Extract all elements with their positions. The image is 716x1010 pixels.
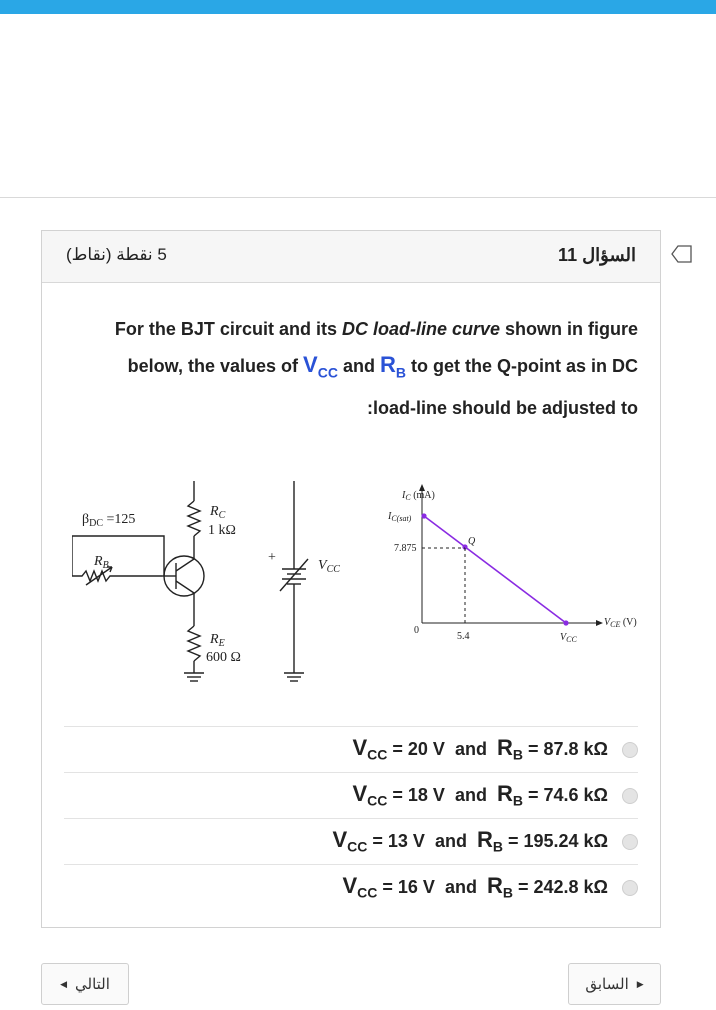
radio-button[interactable] [622, 834, 638, 850]
question-line-1: For the BJT circuit and its DC load-line curve shown in figure [114, 319, 638, 339]
ic-q-value: 7.875 [394, 543, 417, 554]
radio-button[interactable] [622, 880, 638, 896]
rb-label: $R_B$ [94, 554, 109, 571]
question-number: السؤال 11 [558, 245, 636, 265]
answer-options [64, 726, 638, 910]
circuit-labels [82, 504, 340, 665]
rc-label: $R_C$ [210, 504, 226, 521]
section-divider [0, 197, 716, 198]
bjt-circuit [72, 481, 308, 681]
ic-axis-label: $I_C$ (mA) [402, 490, 435, 502]
rc-value: 1 kΩ [208, 523, 236, 538]
vce-axis-label: $V_{CE}$ (V) [604, 617, 637, 629]
answer-label: $V_{CC} = 20$ V and $R_B = 87.8$ kΩ [352, 735, 608, 763]
circuit-and-loadline-figure [72, 481, 652, 701]
vcc-source-label: $V_{CC}$ [318, 558, 340, 575]
load-line [424, 516, 566, 623]
flag-question-icon[interactable] [671, 244, 693, 264]
icsat-point [421, 513, 426, 518]
answer-option[interactable] [64, 864, 638, 910]
answer-option[interactable] [64, 726, 638, 772]
triangle-left-icon: ◀ [60, 978, 67, 989]
vcc-point [563, 620, 568, 625]
next-button[interactable] [41, 963, 129, 1005]
radio-button[interactable] [622, 788, 638, 804]
previous-button[interactable] [568, 963, 661, 1005]
question-points: 5 نقطة (نقاط) [66, 245, 167, 264]
battery-plus: + [268, 550, 276, 565]
re-label: $R_E$ [210, 632, 225, 649]
q-label: Q [468, 536, 476, 547]
top-accent-bar [0, 0, 716, 14]
re-value: 600 Ω [206, 650, 241, 665]
vce-q-value: 5.4 [457, 631, 470, 642]
load-line-graph [387, 484, 637, 644]
question-text [64, 311, 638, 426]
answer-option[interactable] [64, 818, 638, 864]
question-header [42, 231, 660, 283]
radio-button[interactable] [622, 742, 638, 758]
origin-label: 0 [414, 625, 419, 636]
question-card [41, 230, 661, 928]
question-line-2: below, the values of $V_{CC}$ and $R_B$ to get the Q-point as in DC [127, 352, 638, 381]
answer-label: $V_{CC} = 13$ V and $R_B = 195.24$ kΩ [332, 827, 608, 855]
triangle-right-icon: ▶ [636, 978, 644, 989]
beta-label: $\beta_{DC} =125$ [82, 512, 136, 529]
icsat-label: $I_{C(sat)}$ [388, 511, 412, 523]
question-line-3: :load-line should be adjusted to [366, 398, 638, 419]
answer-label: $V_{CC} = 16$ V and $R_B = 242.8$ kΩ [342, 873, 608, 901]
answer-option[interactable] [64, 772, 638, 818]
answer-label: $V_{CC} = 18$ V and $R_B = 74.6$ kΩ [352, 781, 608, 809]
previous-label: السابق [585, 976, 629, 993]
next-label: التالي [75, 976, 110, 993]
vcc-axis-label: $V_{CC}$ [560, 632, 577, 644]
